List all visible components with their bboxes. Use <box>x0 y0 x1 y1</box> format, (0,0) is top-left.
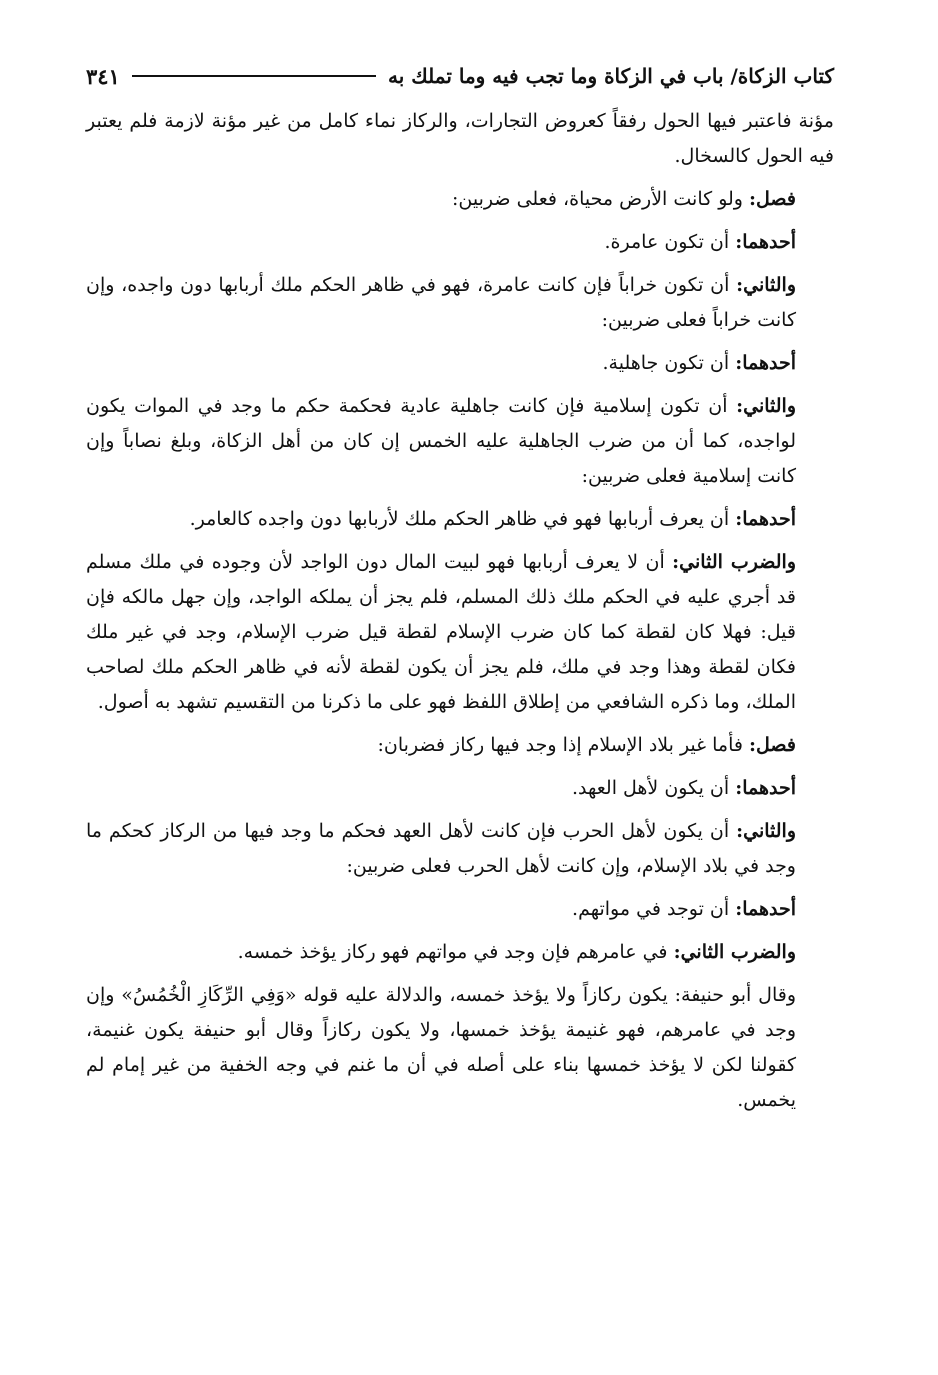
paragraph-text: أن توجد في مواتهم. <box>572 898 736 920</box>
page-number: ٣٤١ <box>86 63 120 89</box>
paragraph-lead: والثاني: <box>736 274 796 296</box>
paragraph <box>86 346 834 381</box>
paragraph-lead: والثاني: <box>736 395 796 417</box>
paragraph <box>86 389 834 494</box>
paragraph-lead: فصل: <box>749 188 796 210</box>
paragraph <box>86 728 834 763</box>
paragraph-text: أن يكون لأهل العهد. <box>571 777 736 799</box>
paragraph-lead: أحدهما: <box>735 352 796 374</box>
paragraph-lead: والثاني: <box>736 820 796 842</box>
paragraph-text: أن تكون جاهلية. <box>602 352 736 374</box>
paragraph <box>86 182 834 217</box>
paragraph <box>86 104 834 174</box>
paragraph-lead: أحدهما: <box>735 231 796 253</box>
paragraph <box>86 814 834 884</box>
paragraph-text: ولو كانت الأرض محياة، فعلى ضربين: <box>452 188 750 210</box>
paragraph-lead: والضرب الثاني: <box>672 551 796 573</box>
running-head: كتاب الزكاة/ باب في الزكاة وما تجب فيه وما تملك به <box>388 64 834 88</box>
paragraph <box>86 502 834 537</box>
paragraph-text: وقال أبو حنيفة: يكون ركازاً ولا يؤخذ خمسه، والدلالة عليه قوله «وَفِي الرِّكَازِ الْخُمُسُ» وإن وجد في عامرهم، فهو غنيمة يؤخذ خمسها، ولا يكون ركازاً وقال أبو حنيفة يكون غنيمة، كقولنا لكن لا يؤخذ خمسها بناء على أصله في أن ما غنم في وجه الخفية من غير إمام لم يخمس. <box>86 984 796 1111</box>
paragraph-text: أن تكون عامرة. <box>604 231 736 253</box>
paragraph-lead: أحدهما: <box>735 898 796 920</box>
paragraph-text: في عامرهم فإن وجد في مواتهم فهو ركاز يؤخذ خمسه. <box>237 941 674 963</box>
header-rule <box>132 75 376 77</box>
paragraph <box>86 545 834 720</box>
paragraph <box>86 268 834 338</box>
paragraph <box>86 978 834 1118</box>
paragraph <box>86 225 834 260</box>
paragraph-text: فأما غير بلاد الإسلام إذا وجد فيها ركاز فضربان: <box>377 734 750 756</box>
paragraph <box>86 892 834 927</box>
paragraph <box>86 935 834 970</box>
paragraph-lead: فصل: <box>749 734 796 756</box>
paragraph-text: أن يكون لأهل الحرب فإن كانت لأهل العهد فحكم ما وجد فيها من الركاز كحكم ما وجد في بلاد الإسلام، وإن كانت لأهل الحرب فعلى ضربين: <box>86 820 796 877</box>
paragraph-lead: والضرب الثاني: <box>673 941 796 963</box>
paragraph <box>86 771 834 806</box>
paragraph-text: أن يعرف أربابها فهو في ظاهر الحكم ملك لأربابها دون واجده كالعامر. <box>189 508 736 530</box>
paragraph-text: مؤنة فاعتبر فيها الحول رفقاً كعروض التجارات، والركاز نماء كامل من غير مؤنة لازمة فلم يعتبر فيه الحول كالسخال. <box>86 110 834 167</box>
paragraph-text: أن تكون خراباً فإن كانت عامرة، فهو في ظاهر الحكم ملك أربابها دون واجده، وإن كانت خراباً فعلى ضربين: <box>86 274 796 331</box>
paragraph-lead: أحدهما: <box>735 508 796 530</box>
body-text <box>86 104 834 1118</box>
paragraph-lead: أحدهما: <box>735 777 796 799</box>
paragraph-text: أن لا يعرف أربابها فهو لبيت المال دون الواجد لأن وجوده في ملك مسلم قد أجري عليه في الحكم ملك ذلك المسلم، فلم يجز أن يملكه الواجد، وإن جهل مالكه فإن قيل: فهلا كان لقطة كما كان ضرب الإسلام لقطة قيل ضرب الإسلام، وجد في غير ملك فكان لقطة وهذا وجد في ملك، فلم يجز أن يكون لقطة لأنه في ظاهر الحكم ملك لصاحب الملك، وما ذكره الشافعي من إطلاق اللفظ فهو على ما ذكرنا من التقسيم تشهد به أصول. <box>86 551 796 713</box>
page-header <box>86 58 834 94</box>
paragraph-text: أن تكون إسلامية فإن كانت جاهلية عادية فحكمة حكم ما وجد في الموات يكون لواجده، كما أن من ضرب الجاهلية عليه الخمس إن كان من أهل الزكاة، وبلغ نصاباً وإن كانت إسلامية فعلى ضربين: <box>86 395 796 487</box>
